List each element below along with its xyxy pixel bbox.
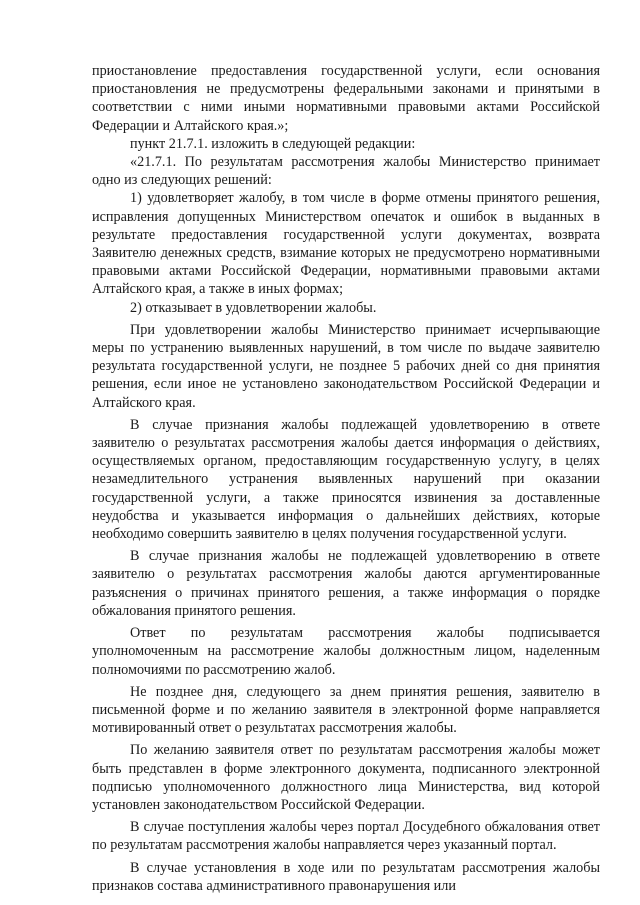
- paragraph-9: Ответ по результатам рассмотрения жалобы подписывается уполномоченным на рассмотрение жалобы должностным лицом, наделенным полномочиями по рассмотрению жалоб.: [92, 625, 600, 678]
- paragraph-1: приостановление предоставления государственной услуги, если основания приостановления не предусмотрены федеральными законами и принятыми в соответствии с ними иными нормативными правовыми актами Российской Федерации и Алтайского края.»;: [92, 63, 600, 134]
- paragraph-13: В случае установления в ходе или по результатам рассмотрения жалобы признаков состава административного правонарушения или: [92, 859, 600, 894]
- paragraph-4: 1) удовлетворяет жалобу, в том числе в форме отмены принятого решения, исправления допущенных Министерством опечаток и ошибок в выданных в результате предоставления государственной услуги документах, возврата Заявителю денежных средств, взимание которых не предусмотрено нормативными правовыми актами Российской Федерации, нормативными правовыми актами Алтайского края, а также в иных формах;: [92, 190, 600, 298]
- paragraph-5: 2) отказывает в удовлетворении жалобы.: [130, 299, 377, 316]
- paragraph-2: пункт 21.7.1. изложить в следующей редакции:: [130, 135, 416, 152]
- paragraph-7: В случае признания жалобы подлежащей удовлетворению в ответе заявителю о результатах рассмотрения жалобы дается информация о действиях, осуществляемых органом, предоставляющим государственную услугу, в целях незамедлительного устранения выявленных нарушений при оказании государственной услуги, а также приносятся извинения за доставленные неудобства и указывается информация о дальнейших действиях, которые необходимо совершить заявителю в целях получения государственной услуги.: [92, 416, 600, 543]
- paragraph-12: В случае поступления жалобы через портал Досудебного обжалования ответ по результатам рассмотрения жалобы направляется через указанный портал.: [92, 819, 600, 854]
- paragraph-6: При удовлетворении жалобы Министерство принимает исчерпывающие меры по устранению выявленных нарушений, в том числе по выдаче заявителю результата государственной услуги, не позднее 5 рабочих дней со дня принятия решения, если иное не установлено законодательством Российской Федерации и Алтайского края.: [92, 321, 600, 411]
- document-page: [92, 62, 600, 899]
- paragraph-3: «21.7.1. По результатам рассмотрения жалобы Министерство принимает одно из следующих решений:: [92, 154, 600, 189]
- paragraph-11: По желанию заявителя ответ по результатам рассмотрения жалобы может быть представлен в форме электронного документа, подписанного электронной подписью уполномоченного должностного лица Министерства, вид которой установлен законодательством Российской Федерации.: [92, 742, 600, 813]
- paragraph-10: Не позднее дня, следующего за днем принятия решения, заявителю в письменной форме и по желанию заявителя в электронной форме направляется мотивированный ответ о результатах рассмотрения жалобы.: [92, 683, 600, 737]
- paragraph-8: В случае признания жалобы не подлежащей удовлетворению в ответе заявителю о результатах рассмотрения жалобы даются аргументированные разъяснения о причинах принятого решения, а также информация о порядке обжалования принятого решения.: [92, 548, 600, 619]
